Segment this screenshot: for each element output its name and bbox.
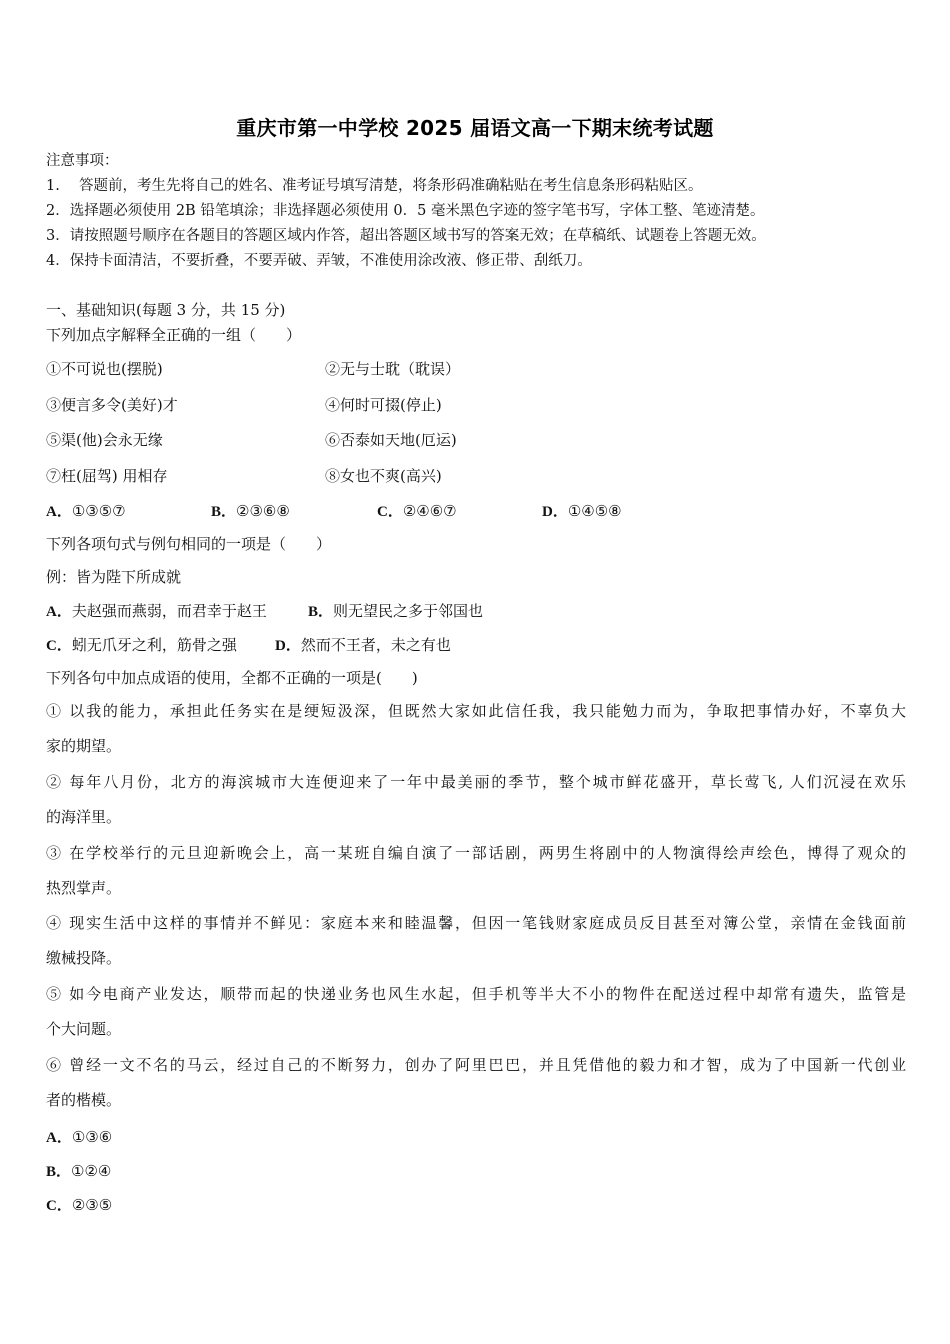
q1-item: ③便言多令(美好)才 [46, 396, 178, 414]
notice-item: 3．请按照题号顺序在各题目的答题区域内作答，超出答题区域书写的答案无效；在草稿纸、试题卷上答题无效。 [46, 228, 766, 244]
option-d[interactable]: D．然而不王者，未之有也 [275, 636, 451, 654]
q1-item: ⑦枉(屈驾) 用相存 [46, 467, 168, 485]
option-c[interactable]: C．②③⑤ [46, 1196, 113, 1214]
question-stem: 下列加点字解释全正确的一组（ ） [46, 326, 302, 344]
option-a[interactable]: A．夫赵强而燕弱，而君幸于赵王 [46, 602, 267, 620]
option-c[interactable]: C．蚓无爪牙之利，筋骨之强 [46, 636, 237, 654]
q1-item: ②无与士耽（耽误） [325, 360, 461, 378]
notice-heading: 注意事项： [46, 153, 119, 169]
option-a[interactable]: A．①③⑥ [46, 1128, 113, 1146]
option-c[interactable]: C．②④⑥⑦ [377, 502, 457, 520]
notice-item: 1. 答题前，考生先将自己的姓名、准考证号填写清楚，将条形码准确粘贴在考生信息条形码粘贴区。 [46, 178, 703, 194]
q1-item: ⑤渠(他)会永无缘 [46, 431, 163, 449]
q3-sentence-2: ② 每年八月份，北方的海滨城市大连便迎来了一年中最美丽的季节，整个城市鲜花盛开，草长莺飞, 人们沉浸在欢乐 的海洋里。 [46, 773, 906, 826]
option-b[interactable]: B．则无望民之多于邻国也 [308, 602, 484, 620]
q1-item: ④何时可掇(停止) [325, 396, 442, 414]
q1-item: ⑧女也不爽(高兴) [325, 467, 442, 485]
section-heading: 一、基础知识(每题 3 分，共 15 分) [46, 301, 286, 319]
q1-item: ⑥否泰如天地(厄运) [325, 431, 457, 449]
option-a[interactable]: A．①③⑤⑦ [46, 502, 126, 520]
notice-item: 4．保持卡面清洁，不要折叠，不要弄破、弄皱，不准使用涂改液、修正带、刮纸刀。 [46, 253, 592, 269]
question-stem: 下列各句中加点成语的使用，全都不正确的一项是( ) [46, 669, 418, 687]
q3-sentence-1: ① 以我的能力，承担此任务实在是绠短汲深，但既然大家如此信任我，我只能勉力而为，争取把事情办好，不辜负大 家的期望。 [46, 702, 906, 755]
q3-sentence-5: ⑤ 如今电商产业发达，顺带而起的快递业务也风生水起，但手机等半大不小的物件在配送过程中却常有遗失，监管是 个大问题。 [46, 985, 906, 1038]
q1-item: ①不可说也(摆脱) [46, 360, 163, 378]
question-stem: 下列各项句式与例句相同的一项是（ ） [46, 535, 332, 553]
notice-item: 2．选择题必须使用 2B 铅笔填涂；非选择题必须使用 0．5 毫米黑色字迹的签字笔书写，字体工整、笔迹清楚。 [46, 203, 765, 219]
page-title: 重庆市第一中学校 2025 届语文高一下期末统考试题 [236, 116, 714, 140]
q3-sentence-6: ⑥ 曾经一文不名的马云，经过自己的不断努力，创办了阿里巴巴，并且凭借他的毅力和才智，成为了中国新一代创业 者的楷模。 [46, 1056, 906, 1109]
option-b[interactable]: B．②③⑥⑧ [211, 502, 290, 520]
option-b[interactable]: B．①②④ [46, 1162, 112, 1180]
q3-sentence-3: ③ 在学校举行的元旦迎新晚会上，高一某班自编自演了一部话剧，两男生将剧中的人物演得绘声绘色，博得了观众的 热烈掌声。 [46, 844, 906, 897]
q3-sentence-4: ④ 现实生活中这样的事情并不鲜见：家庭本来和睦温馨，但因一笔钱财家庭成员反目甚至对簿公堂，亲情在金钱面前 缴械投降。 [46, 914, 906, 967]
example-sentence: 例：皆为陛下所成就 [46, 568, 182, 586]
option-d[interactable]: D．①④⑤⑧ [542, 502, 622, 520]
